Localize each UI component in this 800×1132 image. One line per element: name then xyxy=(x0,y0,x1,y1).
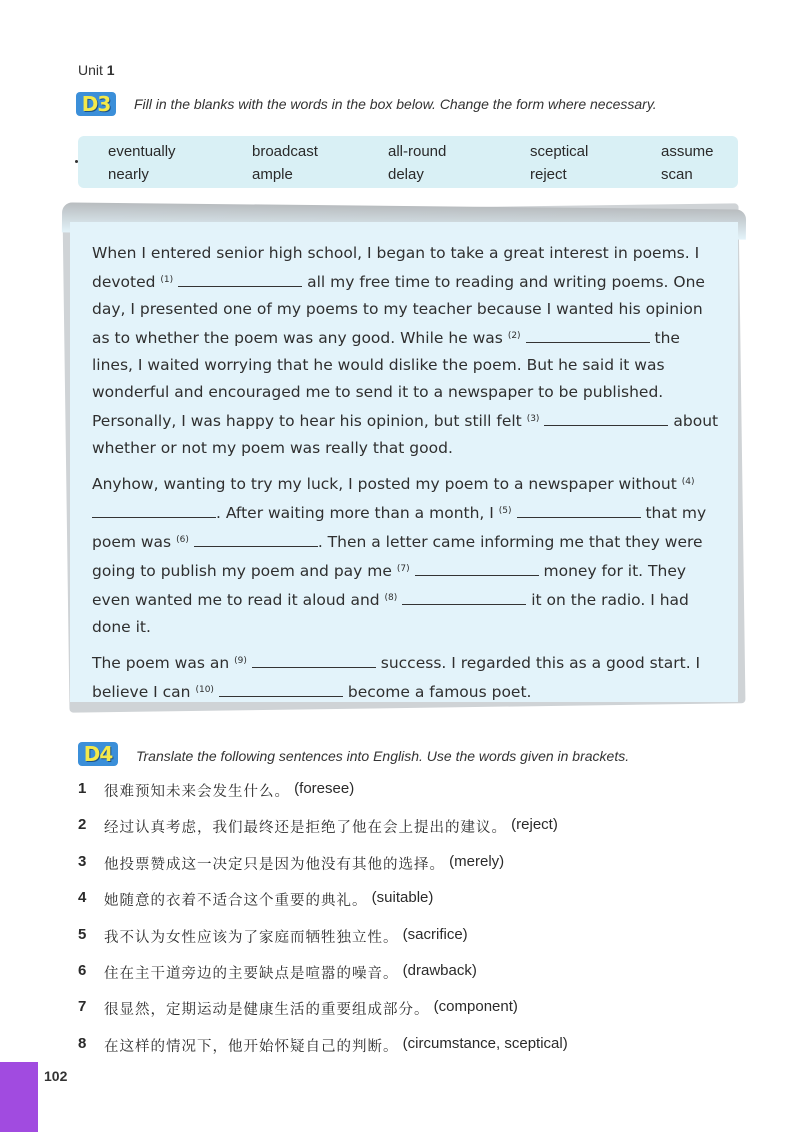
word-item: all-round xyxy=(388,143,447,160)
word-item: scan xyxy=(661,166,693,183)
list-item: 3 他投票赞成这一决定只是因为他没有其他的选择。 (merely) xyxy=(78,852,505,873)
d3-instruction: Fill in the blanks with the words in the box below. Change the form where necessary. xyxy=(134,96,657,112)
list-item: 4 她随意的衣着不适合这个重要的典礼。 (suitable) xyxy=(78,889,434,910)
blank-line xyxy=(526,329,650,343)
blank-line xyxy=(544,412,668,426)
d4-badge: D4 xyxy=(78,742,118,766)
d4-instruction: Translate the following sentences into English. Use the words given in brackets. xyxy=(136,748,630,764)
blank-number: (3) xyxy=(526,414,540,424)
blank-number: (9) xyxy=(234,656,247,666)
list-item: 7 很显然，定期运动是健康生活的重要组成部分。 (component) xyxy=(78,998,518,1019)
blank-line xyxy=(194,533,318,547)
story-paragraph: The poem was an $^{(9)}$ success. I regarded this as a good start. I believe I can $^{(10)}$ become a famous poet. xyxy=(92,654,701,701)
word-item: sceptical xyxy=(530,143,589,160)
story-paragraph: When I entered senior high school, I began to take a great interest in poems. I devoted $^{(1)}$ all my free time to reading and writing poems. One day, I presented one of my poems to my teacher because I wanted his opinion as to whether the poem was any good. While he was $^{(2)}$ the lines, I waited worrying that he would dislike the poem. But he said it was wonderful and encouraged me to send it to a newspaper to be published. Personally, I was happy to hear his opinion, but still felt $^{(3)}$ about whether or not my poem was really that good. xyxy=(92,244,719,457)
word-item: delay xyxy=(388,166,424,183)
word-item: eventually xyxy=(108,143,176,160)
blank-number: (5) xyxy=(498,506,512,516)
blank-number: (10) xyxy=(195,685,214,695)
blank-line xyxy=(219,683,343,697)
blank-number: (7) xyxy=(396,564,410,574)
blank-number: (4) xyxy=(681,477,695,487)
blank-number: (2) xyxy=(507,331,521,341)
d3-badge: D3 xyxy=(76,92,116,116)
translation-list xyxy=(78,780,758,1071)
blank-line xyxy=(402,591,526,605)
list-item: 6 住在主干道旁边的主要缺点是喧嚣的噪音。 (drawback) xyxy=(78,961,477,982)
blank-line xyxy=(178,273,302,287)
list-item: 8 在这样的情况下，他开始怀疑自己的判断。 (circumstance, sceptical) xyxy=(78,1034,568,1055)
blank-line xyxy=(92,504,216,518)
list-item: 1 很难预知未来会发生什么。 (foresee) xyxy=(78,780,355,800)
list-item: 2 经过认真考虑，我们最终还是拒绝了他在会上提出的建议。 (reject) xyxy=(78,816,558,837)
word-item: reject xyxy=(530,166,567,183)
list-item: 5 我不认为女性应该为了家庭而牺牲独立性。 (sacrifice) xyxy=(78,925,468,946)
word-item: ample xyxy=(252,166,293,183)
story-text xyxy=(92,240,722,713)
story-paragraph: Anyhow, wanting to try my luck, I posted my poem to a newspaper without $^{(4)}$. After waiting more than a month, I $^{(5)}$ that my poem was $^{(6)}$ . Then a letter came informing me that they were going to publish my poem and pay me $^{(7)}$ money for it. They even wanted me to read it aloud and $^{(8)}$ it on the radio. I had done it. xyxy=(92,475,707,636)
word-item: broadcast xyxy=(252,143,318,160)
unit-label: Unit 1 xyxy=(78,62,115,78)
page-number: 102 xyxy=(44,1068,68,1084)
blank-line xyxy=(517,504,641,518)
blank-number: (1) xyxy=(160,275,174,285)
page-color-bar xyxy=(0,1062,38,1132)
blank-line xyxy=(415,562,539,576)
word-item: nearly xyxy=(108,166,149,183)
blank-number: (8) xyxy=(384,593,398,603)
blank-number: (6) xyxy=(176,535,189,545)
word-box xyxy=(78,136,738,188)
word-item: assume xyxy=(661,143,714,160)
blank-line xyxy=(252,654,376,668)
